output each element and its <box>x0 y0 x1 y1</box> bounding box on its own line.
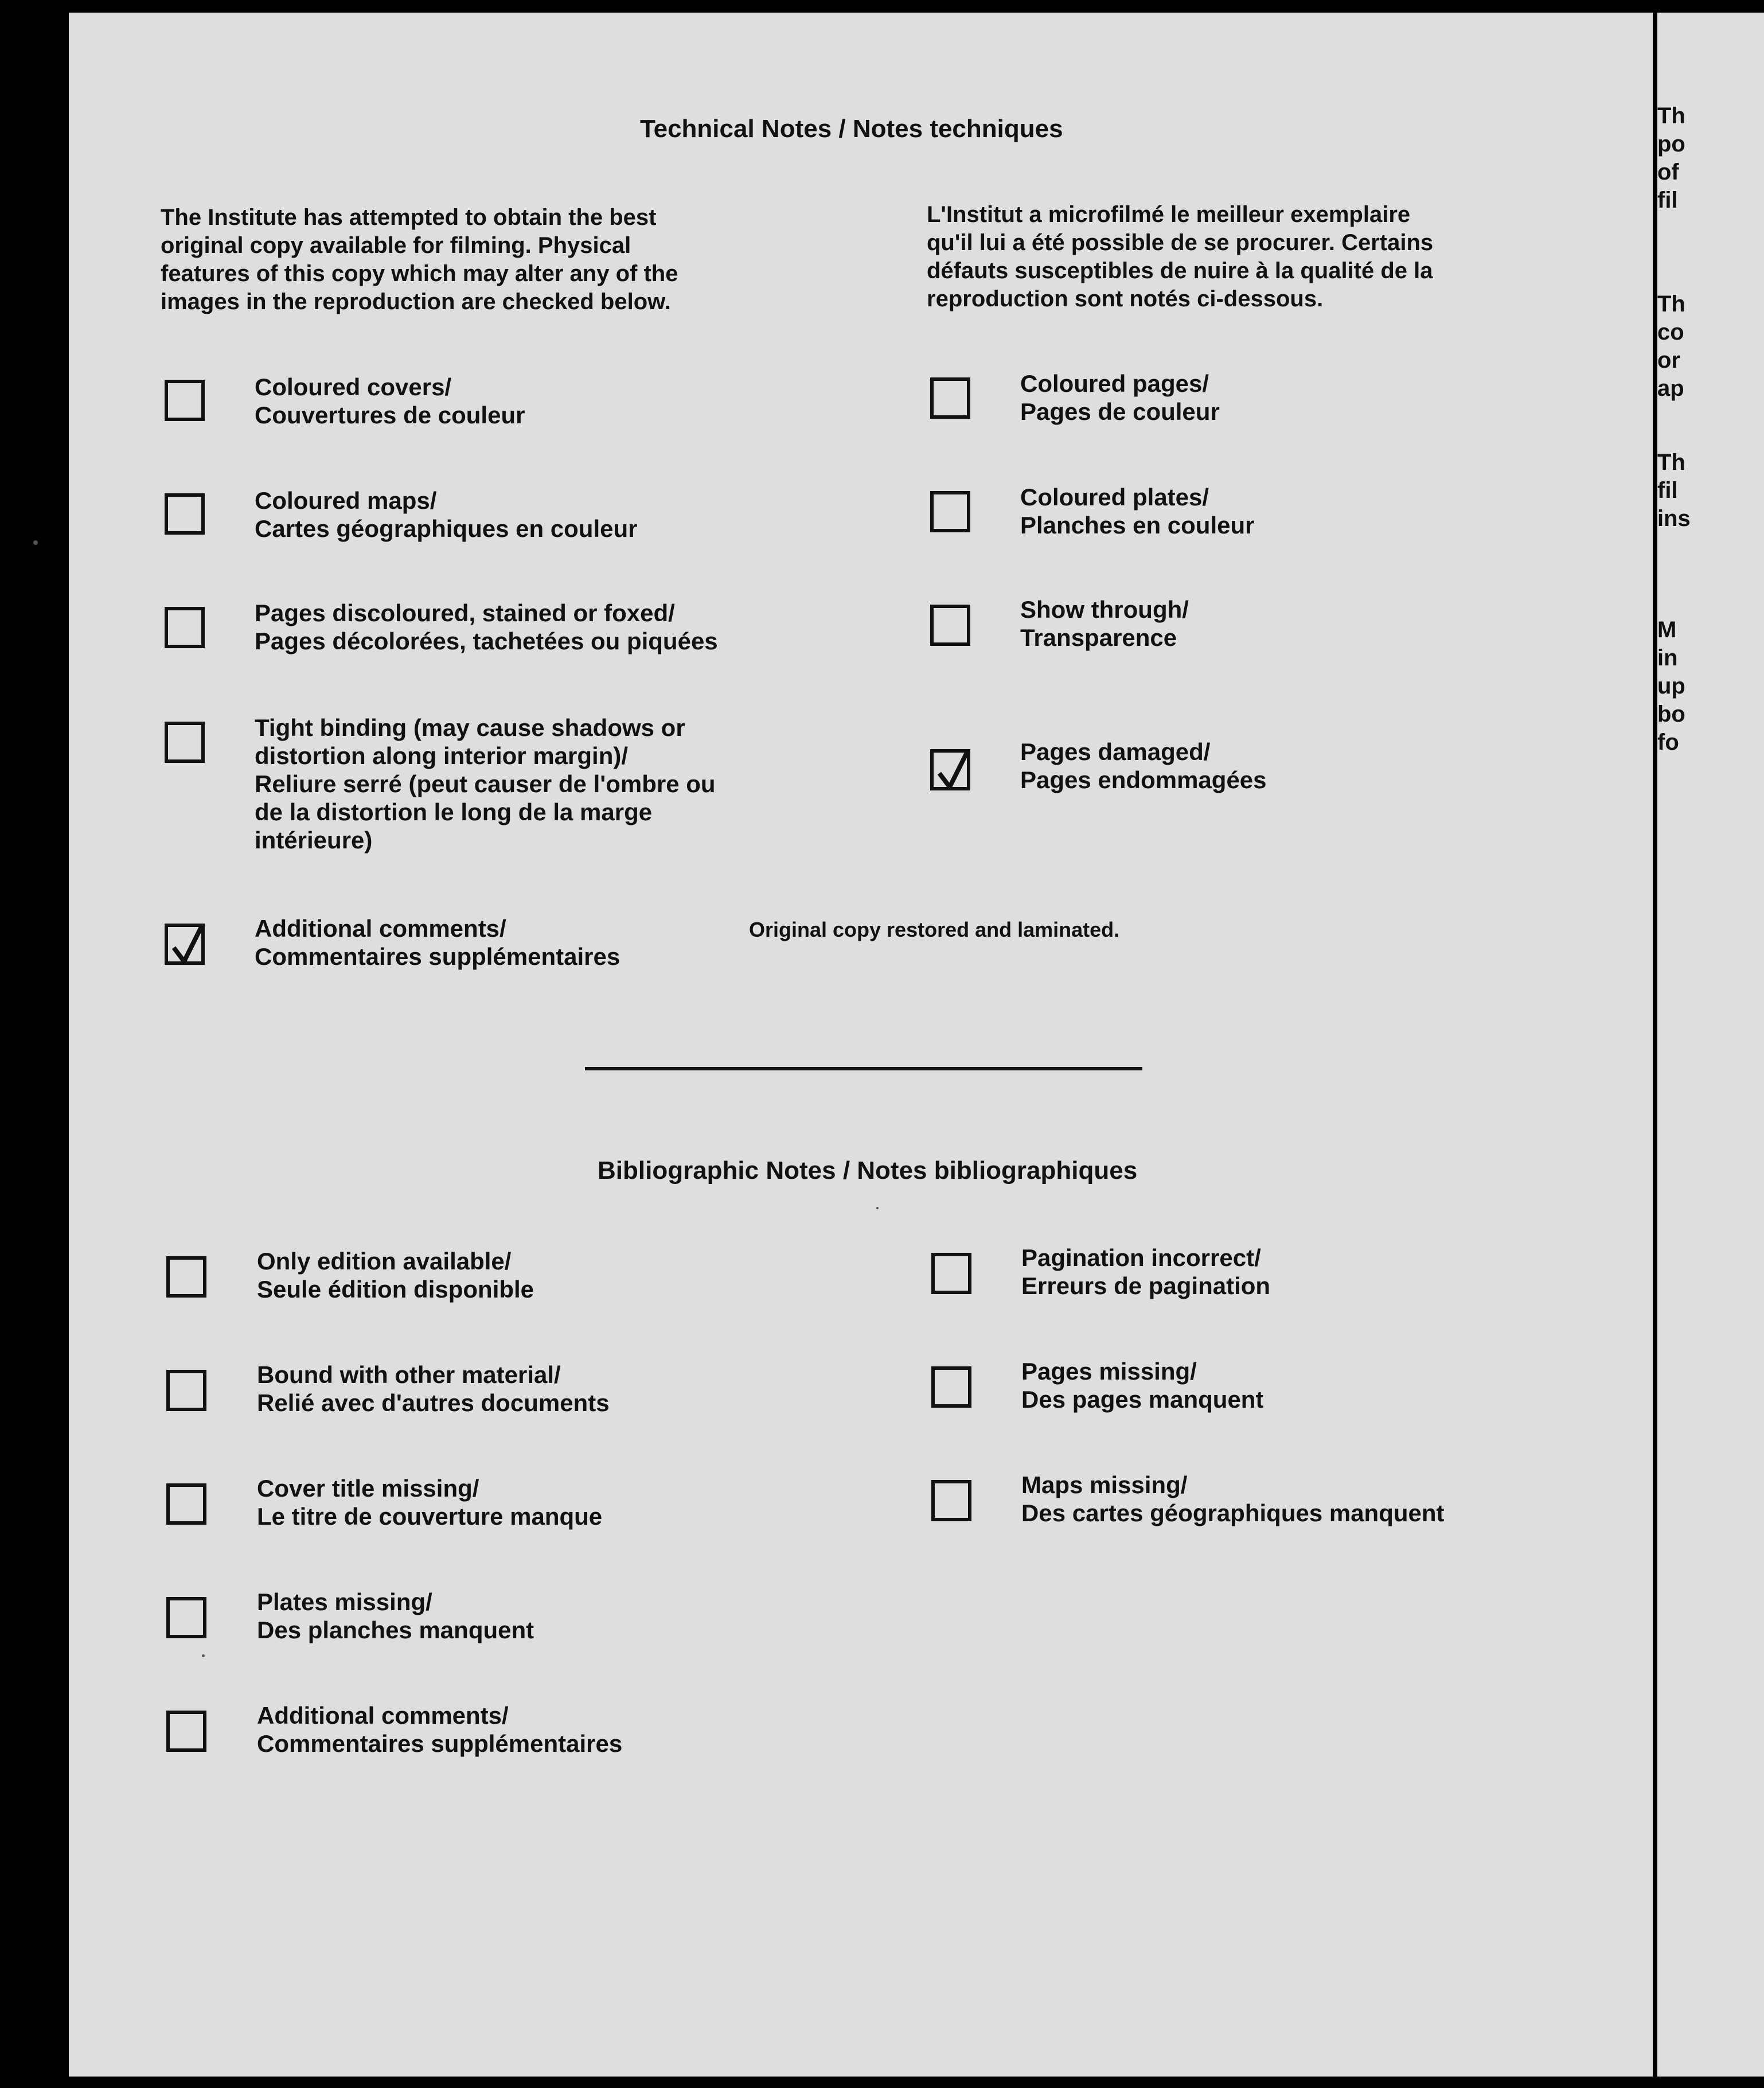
checkbox-pages-damaged[interactable] <box>930 749 970 790</box>
dust-speck <box>202 1654 205 1657</box>
label-only-edition: Only edition available/ Seule édition disponible <box>257 1248 534 1303</box>
label-additional-comments-technical: Additional comments/ Commentaires supplémentaires <box>255 915 620 970</box>
dust-speck <box>876 1207 879 1209</box>
technical-notes-heading: Technical Notes / Notes techniques <box>640 115 1063 143</box>
dust-speck <box>33 540 38 545</box>
adjacent-page-edge <box>1657 13 1764 2077</box>
microfilm-target-page <box>69 13 1653 2077</box>
additional-comment-text: Original copy restored and laminated. <box>749 918 1120 941</box>
checkbox-pages-discoloured[interactable] <box>165 607 205 648</box>
checkbox-tight-binding[interactable] <box>165 722 205 763</box>
label-additional-comments-bibliographic: Additional comments/ Commentaires supplémentaires <box>257 1702 623 1757</box>
label-coloured-maps: Coloured maps/ Cartes géographiques en couleur <box>255 487 638 542</box>
checkmark-icon <box>167 921 209 967</box>
label-pages-missing: Pages missing/ Des pages manquent <box>1021 1358 1264 1413</box>
checkbox-coloured-maps[interactable] <box>165 493 205 535</box>
bibliographic-notes-heading: Bibliographic Notes / Notes bibliographiques <box>598 1156 1138 1185</box>
label-coloured-covers: Coloured covers/ Couvertures de couleur <box>255 373 525 428</box>
checkbox-pages-missing[interactable] <box>931 1366 971 1408</box>
checkbox-show-through[interactable] <box>930 605 970 646</box>
label-tight-binding: Tight binding (may cause shadows or distortion along interior margin)/ Reliure serré (peut causer de l'ombre ou de la distortion le long de la marge intérieure) <box>255 714 716 854</box>
checkbox-coloured-plates[interactable] <box>930 491 970 532</box>
checkbox-pagination-incorrect[interactable] <box>931 1253 971 1294</box>
label-coloured-pages: Coloured pages/ Pages de couleur <box>1020 370 1220 425</box>
checkbox-plates-missing[interactable] <box>166 1597 206 1638</box>
technical-intro-english: The Institute has attempted to obtain the best original copy available for filming. Physical features of this copy which may alter any of the images in the reproduction are checked below. <box>161 205 678 314</box>
label-pages-damaged: Pages damaged/ Pages endommagées <box>1020 738 1267 793</box>
checkbox-coloured-covers[interactable] <box>165 380 205 421</box>
adjacent-fragment: M in up bo fo <box>1657 617 1685 755</box>
technical-intro-french: L'Institut a microfilmé le meilleur exemplaire qu'il lui a été possible de se procurer. Certains défauts susceptibles de nuire à la qualité de la reproduction sont notés ci-dessous. <box>927 202 1434 311</box>
checkbox-maps-missing[interactable] <box>931 1480 971 1521</box>
checkbox-only-edition[interactable] <box>166 1256 206 1298</box>
checkmark-icon <box>932 747 975 793</box>
checkbox-coloured-pages[interactable] <box>930 377 970 419</box>
label-pages-discoloured: Pages discoloured, stained or foxed/ Pages décolorées, tachetées ou piquées <box>255 599 718 655</box>
label-maps-missing: Maps missing/ Des cartes géographiques manquent <box>1021 1471 1445 1526</box>
checkbox-additional-comments-technical[interactable] <box>165 924 205 965</box>
label-plates-missing: Plates missing/ Des planches manquent <box>257 1588 534 1643</box>
label-cover-title-missing: Cover title missing/ Le titre de couverture manque <box>257 1475 603 1530</box>
adjacent-fragment: Th fil ins <box>1657 450 1691 531</box>
checkbox-additional-comments-bibliographic[interactable] <box>166 1711 206 1752</box>
label-show-through: Show through/ Transparence <box>1020 596 1189 651</box>
section-divider <box>585 1067 1142 1070</box>
label-pagination-incorrect: Pagination incorrect/ Erreurs de pagination <box>1021 1244 1271 1299</box>
checkbox-cover-title-missing[interactable] <box>166 1483 206 1525</box>
label-coloured-plates: Coloured plates/ Planches en couleur <box>1020 484 1255 539</box>
adjacent-fragment: Th co or ap <box>1657 291 1685 401</box>
label-bound-with: Bound with other material/ Relié avec d'autres documents <box>257 1361 610 1416</box>
checkbox-bound-with[interactable] <box>166 1370 206 1411</box>
adjacent-fragment: Th po of fil <box>1657 103 1685 213</box>
